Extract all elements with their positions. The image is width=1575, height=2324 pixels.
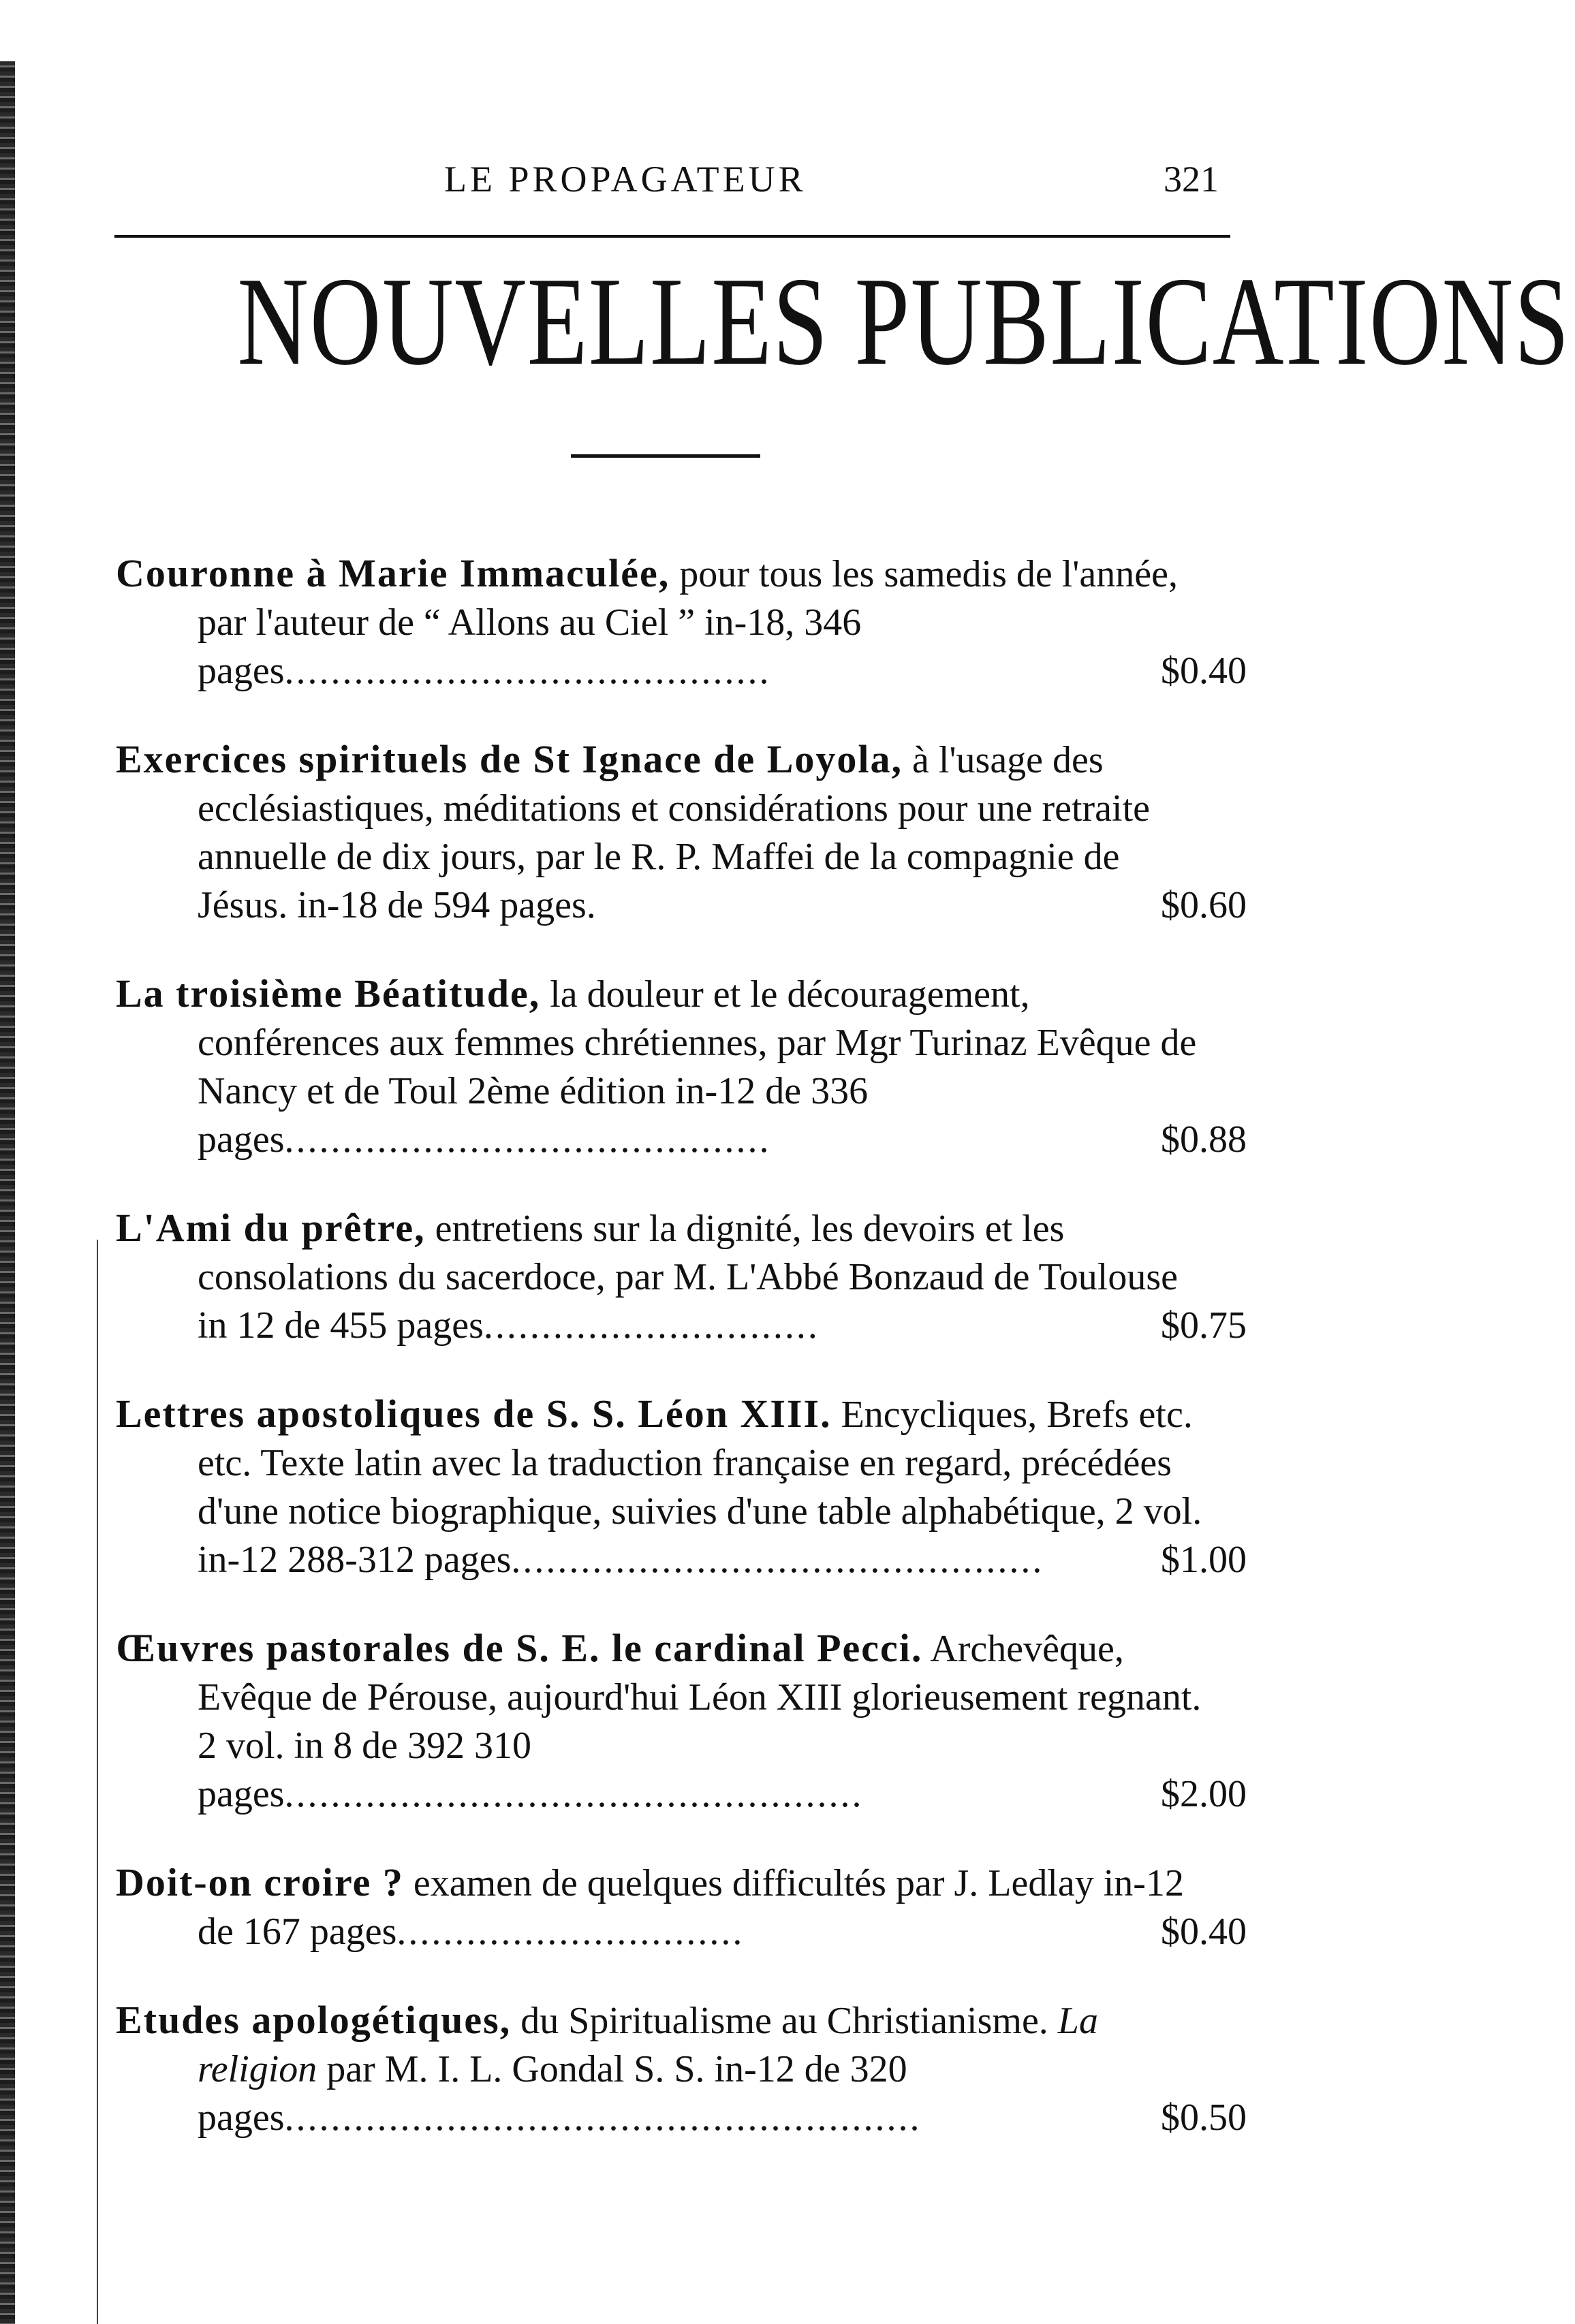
entry-description: Archevêque, Evêque de Pérouse, aujourd'hui Léon XIII glorieusement regnant. 2 vol. in 8 de 392 310 pages [198,1628,1202,1815]
entry-description: examen de quelques difficultés par J. Ledlay in-12 de 167 pages [198,1862,1184,1953]
entry-text [116,1996,1206,2142]
entry-title: Couronne à Marie Immaculée, [116,551,670,595]
entry-price: $0.88 [1161,1118,1247,1161]
entry-italic-title: La religion [198,2000,1098,2090]
entry-title: Etudes apologétiques, [116,1998,512,2042]
entry-price: $0.75 [1161,1304,1247,1347]
list-item [116,1858,1247,1956]
entry-price: $2.00 [1161,1773,1247,1815]
leader-dots: .............................................. [511,1539,1044,1581]
list-item [116,549,1247,695]
entry-text [116,549,1206,695]
entry-description-continued: par M. I. L. Gondal S. S. in-12 de 320 pages [198,2048,907,2139]
publication-list [116,549,1247,2182]
page-title: NOUVELLES PUBLICATIONS [237,251,1571,392]
entry-text [116,1858,1206,1956]
entry-description: Encycliques, Brefs etc. etc. Texte latin avec la traduction française en regard, précédées d'une notice biographique, suivies d'une table alphabétique, 2 vol. in-12 288-312 pages [198,1394,1202,1581]
entry-text [116,735,1206,930]
leader-dots: ....................................................... [284,2097,922,2139]
entry-price: $0.60 [1161,884,1247,926]
list-item [116,1624,1247,1819]
entry-title: Lettres apostoliques de S. S. Léon XIII. [116,1392,832,1436]
entry-description: entretiens sur la dignité, les devoirs et les consolations du sacerdoce, par M. L'Abbé Bonzaud de Toulouse in 12 de 455 pages [198,1208,1178,1347]
book-spine-shadow [0,61,15,2324]
page-number: 321 [1164,159,1219,200]
entry-title: L'Ami du prêtre, [116,1206,426,1250]
entry-text [116,1389,1206,1584]
leader-dots: .......................................... [284,650,771,692]
entry-description: pour tous les samedis de l'année, par l'auteur de “ Allons au Ciel ” in-18, 346 pages [198,553,1178,692]
leader-dots: .......................................... [284,1118,771,1161]
entry-title: Doit-on croire ? [116,1860,404,1904]
running-header [0,158,1575,199]
leader-dots: .............................. [396,1911,745,1953]
list-item [116,1996,1247,2142]
leader-dots: ............................. [483,1304,820,1347]
list-item [116,1204,1247,1350]
entry-price: $0.40 [1161,1911,1247,1953]
list-item [116,1389,1247,1584]
title-divider [571,454,760,458]
entry-price: $1.00 [1161,1539,1247,1581]
running-title: LE PROPAGATEUR [444,159,807,200]
entry-description: du Spiritualisme au Christianisme. [520,2000,1048,2042]
list-item [116,735,1247,930]
leader-dots: .................................................. [284,1773,864,1815]
entry-title: Exercices spirituels de St Ignace de Loyola, [116,737,903,781]
entry-description: à l'usage des ecclésiastiques, méditations et considérations pour une retraite annuelle de dix jours, par le R. P. Maffei de la compagnie de Jésus. in-18 de 594 pages. [198,739,1150,926]
gutter-line [97,1240,98,2324]
header-rule [114,235,1230,238]
entry-text [116,969,1206,1164]
entry-description: la douleur et le découragement, conférences aux femmes chrétiennes, par Mgr Turinaz Evêque de Nancy et de Toul 2ème édition in-12 de 336 pages [198,973,1197,1161]
entry-price: $0.40 [1161,650,1247,692]
entry-text [116,1204,1206,1350]
entry-text [116,1624,1206,1819]
entry-price: $0.50 [1161,2097,1247,2139]
entry-title: Œuvres pastorales de S. E. le cardinal Pecci. [116,1626,923,1670]
list-item [116,969,1247,1164]
entry-title: La troisième Béatitude, [116,971,541,1016]
